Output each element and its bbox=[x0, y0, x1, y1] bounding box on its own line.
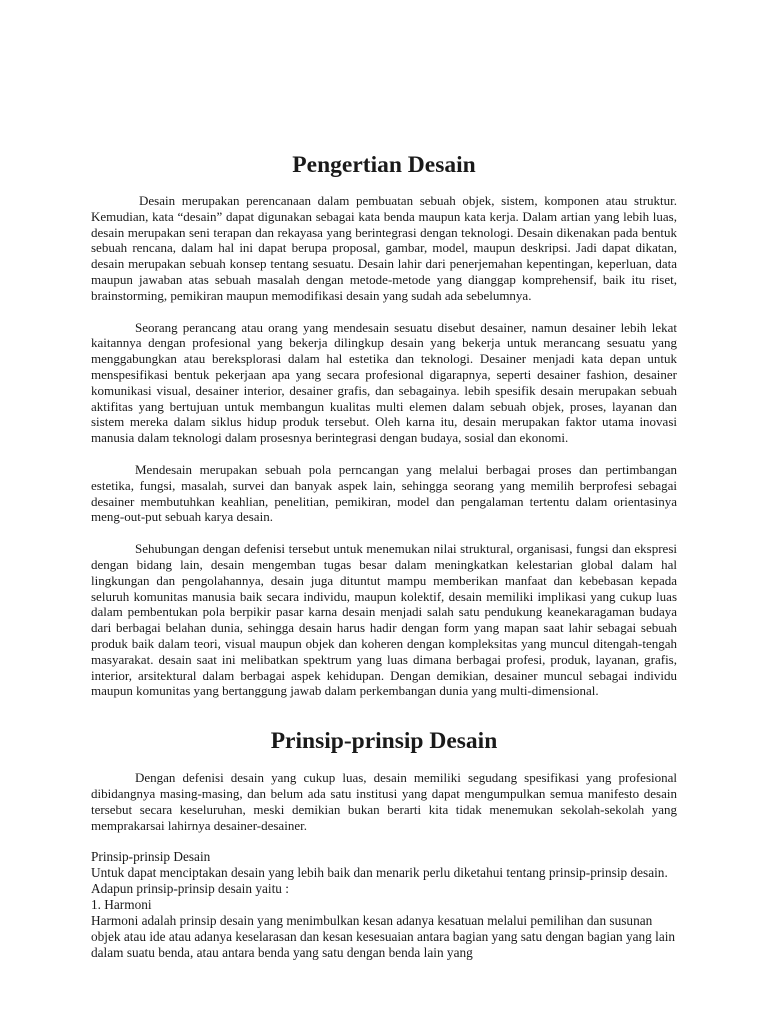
list-item-text: Harmoni adalah prinsip desain yang menimbulkan kesan adanya kesatuan melalui pemilihan dan susunan objek atau ide atau adanya keselarasan dan kesan kesesuaian antara bagian yang satu dengan bagian yang lain dalam suatu benda, atau antara benda yang satu dengan benda lain yang bbox=[91, 913, 676, 961]
paragraph: Seorang perancang atau orang yang mendesain sesuatu disebut desainer, namun desainer lebih lekat kaitannya dengan profesional yang bekerja dilingkup desain yang bekerja untuk merancang sesuatu yang menggabungkan atau bereksplorasi dalam hal estetika dan teknologi. Desainer menjadi kata depan untuk menspesifikasi bentuk pekerjaan apa yang secara profesional digarapnya, seperti desainer fashion, desainer komunikasi visual, desainer interior, desainer grafis, dan sebagainya. lebih spesifik desain merupakan sebuah aktifitas yang bertujuan untuk membangun kualitas multi elemen dalam sebuah objek, proses, layanan dan sistem mereka dalam siklus hidup produk tersebut. Oleh karna itu, desain merupakan faktor utama inovasi manusia dalam teknologi dalam prosesnya berintegrasi dengan budaya, sosial dan ekonomi. bbox=[91, 319, 677, 446]
section-title-pengertian-desain: Pengertian Desain bbox=[292, 152, 476, 178]
list-intro: Untuk dapat menciptakan desain yang lebih baik dan menarik perlu diketahui tentang prinsip-prinsip desain. Adapun prinsip-prinsip desain yaitu : bbox=[91, 865, 668, 897]
paragraph: Mendesain merupakan sebuah pola perncangan yang melalui berbagai proses dan pertimbangan estetika, fungsi, masalah, survei dan banyak aspek lain, sehingga seorang yang memilih berprofesi sebagai desainer membutuhkan keahlian, penelitian, pemikiran, model dan pengalaman tertentu dalam orientasinya meng-out-put sebuah karya desain. bbox=[91, 461, 677, 525]
paragraph: Desain merupakan perencanaan dalam pembuatan sebuah objek, sistem, komponen atau struktur. Kemudian, kata “desain” dapat digunakan sebagai kata benda maupun kata kerja. Dalam artian yang lebih luas, desain merupakan seni terapan dan rekayasa yang berintegrasi dengan teknologi. Desain dikenakan pada bentuk sebuah rencana, dalam hal ini dapat berupa proposal, gambar, model, maupun deskripsi. Jadi dapat dikatan, desain merupakan sebuah konsep tentang sesuatu. Desain lahir dari penerjemahan kepentingan, keperluan, data maupun jawaban atas sebuah masalah dengan metode-metode yang dianggap komprehensif, baik itu riset, brainstorming, pemikiran maupun memodifikasi desain yang sudah ada sebelumnya. bbox=[91, 193, 677, 303]
list-item-title: 1. Harmoni bbox=[91, 897, 152, 913]
section-title-prinsip-desain: Prinsip-prinsip Desain bbox=[270, 728, 498, 755]
page-content bbox=[91, 148, 677, 961]
paragraph: Dengan defenisi desain yang cukup luas, desain memiliki segudang spesifikasi yang profesional dibidangnya masing-masing, dan belum ada satu institusi yang dapat mengumpulkan semua manifesto desain tersebut secara keseluruhan, meski demikian bukan berarti kita tidak menemukan sekolah-sekolah yang memprakarsai lahirnya desainer-desainer. bbox=[91, 770, 677, 833]
principles-list bbox=[91, 849, 677, 961]
paragraph: Sehubungan dengan defenisi tersebut untuk menemukan nilai struktural, organisasi, fungsi dan ekspresi dengan bidang lain, desain mengemban tugas besar dalam meningkatkan kelestarian global dalam hal lingkungan dan pengolahannya, desain juga dituntut mampu memberikan manfaat dan kebebasan kepada seluruh komunitas manusia baik secara individu, maupun kolektif, desain memiliki implikasi yang cukup luas dalam pembentukan pola berpikir pasar karna desain menjadi salah satu pendukung keanekaragaman budaya dari berbagai belahan dunia, sehingga desain harus hadir dengan form yang mapan saat lahir sebagai sebuah produk baik dalam teori, visual maupun objek dan koheren dengan kompleksitas yang muncul ditengah-tengah masyarakat. desain saat ini melibatkan spektrum yang luas dimana berbagai profesi, produk, layanan, grafis, interior, arsitektural dalam berbagai aspek kehidupan. Dengan demikian, desainer muncul sebagai individu maupun komunitas yang bertanggung jawab dalam perkembangan dunia yang multi-dimensional. bbox=[91, 541, 677, 699]
list-heading: Prinsip-prinsip Desain bbox=[91, 849, 211, 865]
